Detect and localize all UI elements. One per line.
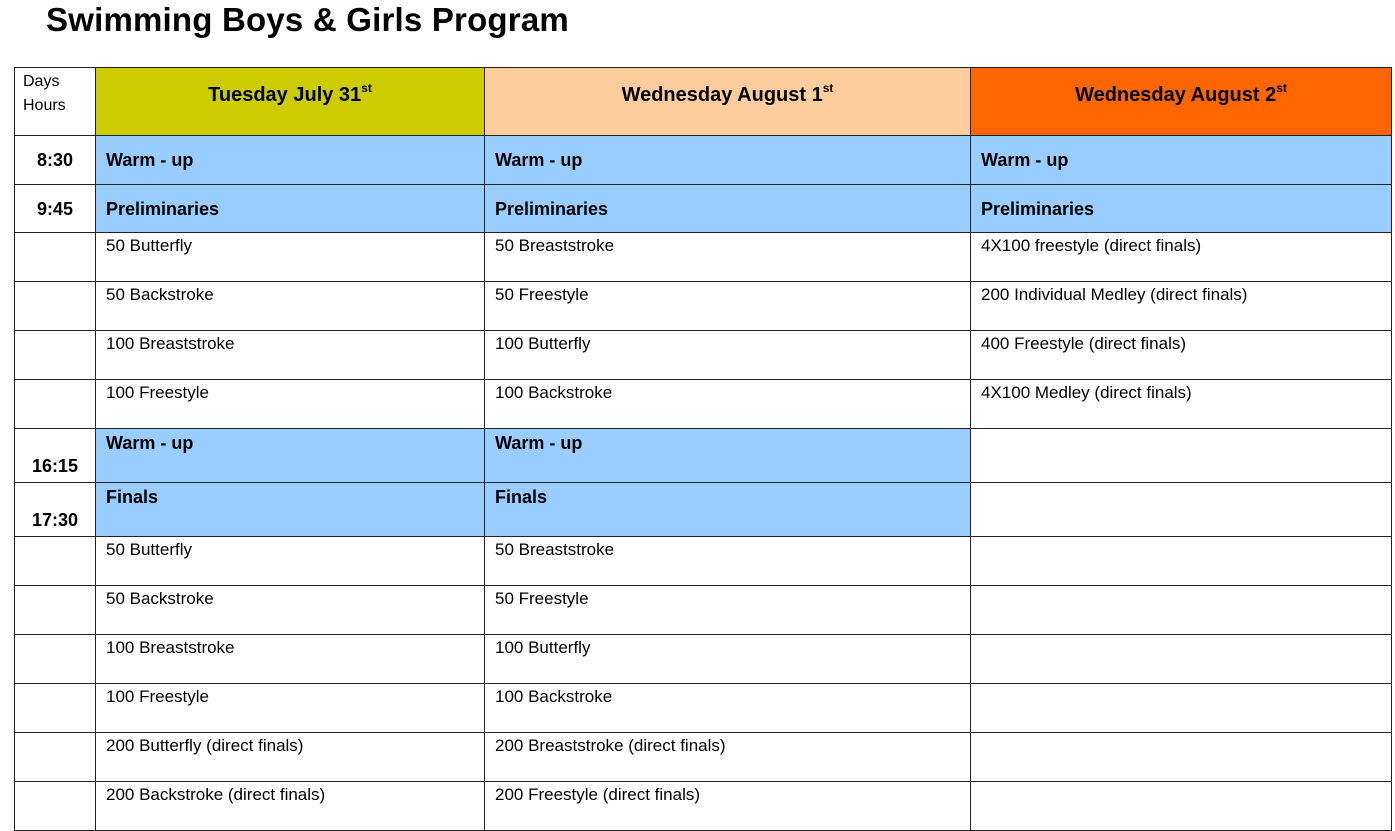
time-cell: 16:15 — [15, 429, 96, 483]
session-cell: Warm - up — [96, 136, 485, 185]
time-cell — [15, 282, 96, 331]
event-cell: 200 Individual Medley (direct finals) — [971, 282, 1392, 331]
event-cell: 4X100 Medley (direct finals) — [971, 380, 1392, 429]
hours-label: Hours — [23, 97, 66, 114]
morning-prelims-row — [15, 185, 1392, 233]
event-cell: 50 Butterfly — [96, 233, 485, 282]
days-hours-cell — [15, 68, 96, 136]
day-header-wednesday-august-2 — [971, 68, 1392, 136]
day-suffix: st — [361, 81, 372, 95]
table-row — [15, 586, 1392, 635]
table-row — [15, 635, 1392, 684]
event-cell — [971, 635, 1392, 684]
table-row — [15, 684, 1392, 733]
morning-warmup-row — [15, 136, 1392, 185]
event-cell: 50 Butterfly — [96, 537, 485, 586]
time-cell: 17:30 — [15, 483, 96, 537]
event-cell: 100 Butterfly — [485, 635, 971, 684]
table-row — [15, 282, 1392, 331]
day-name: Tuesday July 31 — [208, 84, 362, 106]
table-row — [15, 537, 1392, 586]
day-name: Wednesday August 2 — [1075, 84, 1277, 106]
time-cell — [15, 233, 96, 282]
event-cell: 200 Freestyle (direct finals) — [485, 782, 971, 831]
day-name: Wednesday August 1 — [621, 84, 823, 106]
event-cell — [971, 733, 1392, 782]
event-cell: 100 Breaststroke — [96, 331, 485, 380]
event-cell: 200 Butterfly (direct finals) — [96, 733, 485, 782]
day-suffix: st — [822, 81, 834, 95]
time-cell: 9:45 — [15, 185, 96, 233]
time-cell — [15, 331, 96, 380]
event-cell: 100 Backstroke — [485, 684, 971, 733]
afternoon-finals-row — [15, 483, 1392, 537]
time-cell — [15, 635, 96, 684]
event-cell: 50 Freestyle — [485, 282, 971, 331]
event-cell: 50 Backstroke — [96, 282, 485, 331]
event-cell — [971, 782, 1392, 831]
event-cell: 100 Butterfly — [485, 331, 971, 380]
table-row — [15, 733, 1392, 782]
event-cell: 100 Freestyle — [96, 380, 485, 429]
day-suffix: st — [1276, 81, 1287, 95]
session-cell: Preliminaries — [485, 185, 971, 233]
empty-cell — [971, 483, 1392, 537]
time-cell — [15, 782, 96, 831]
time-cell — [15, 380, 96, 429]
session-cell: Finals — [96, 483, 485, 537]
table-row — [15, 331, 1392, 380]
days-label: Days — [23, 73, 60, 90]
event-cell: 4X100 freestyle (direct finals) — [971, 233, 1392, 282]
time-cell — [15, 684, 96, 733]
page-title: Swimming Boys & Girls Program — [46, 1, 569, 38]
event-cell: 100 Backstroke — [485, 380, 971, 429]
event-cell: 50 Breaststroke — [485, 233, 971, 282]
empty-cell — [971, 429, 1392, 483]
time-cell — [15, 733, 96, 782]
afternoon-warmup-row — [15, 429, 1392, 483]
table-row — [15, 380, 1392, 429]
day-header-wednesday-august-1 — [485, 68, 971, 136]
event-cell: 50 Breaststroke — [485, 537, 971, 586]
time-cell — [15, 537, 96, 586]
session-cell: Preliminaries — [96, 185, 485, 233]
event-cell: 200 Backstroke (direct finals) — [96, 782, 485, 831]
header-row — [15, 68, 1392, 136]
event-cell: 50 Freestyle — [485, 586, 971, 635]
table-row — [15, 782, 1392, 831]
session-cell: Warm - up — [485, 429, 971, 483]
schedule-table — [14, 67, 1392, 831]
time-cell: 8:30 — [15, 136, 96, 185]
session-cell: Warm - up — [485, 136, 971, 185]
event-cell: 200 Breaststroke (direct finals) — [485, 733, 971, 782]
session-cell: Finals — [485, 483, 971, 537]
session-cell: Warm - up — [971, 136, 1392, 185]
event-cell: 400 Freestyle (direct finals) — [971, 331, 1392, 380]
time-cell — [15, 586, 96, 635]
event-cell — [971, 684, 1392, 733]
session-cell: Warm - up — [96, 429, 485, 483]
event-cell — [971, 586, 1392, 635]
event-cell: 50 Backstroke — [96, 586, 485, 635]
event-cell: 100 Breaststroke — [96, 635, 485, 684]
session-cell: Preliminaries — [971, 185, 1392, 233]
event-cell — [971, 537, 1392, 586]
table-row — [15, 233, 1392, 282]
event-cell: 100 Freestyle — [96, 684, 485, 733]
day-header-tuesday-july-31 — [96, 68, 485, 136]
